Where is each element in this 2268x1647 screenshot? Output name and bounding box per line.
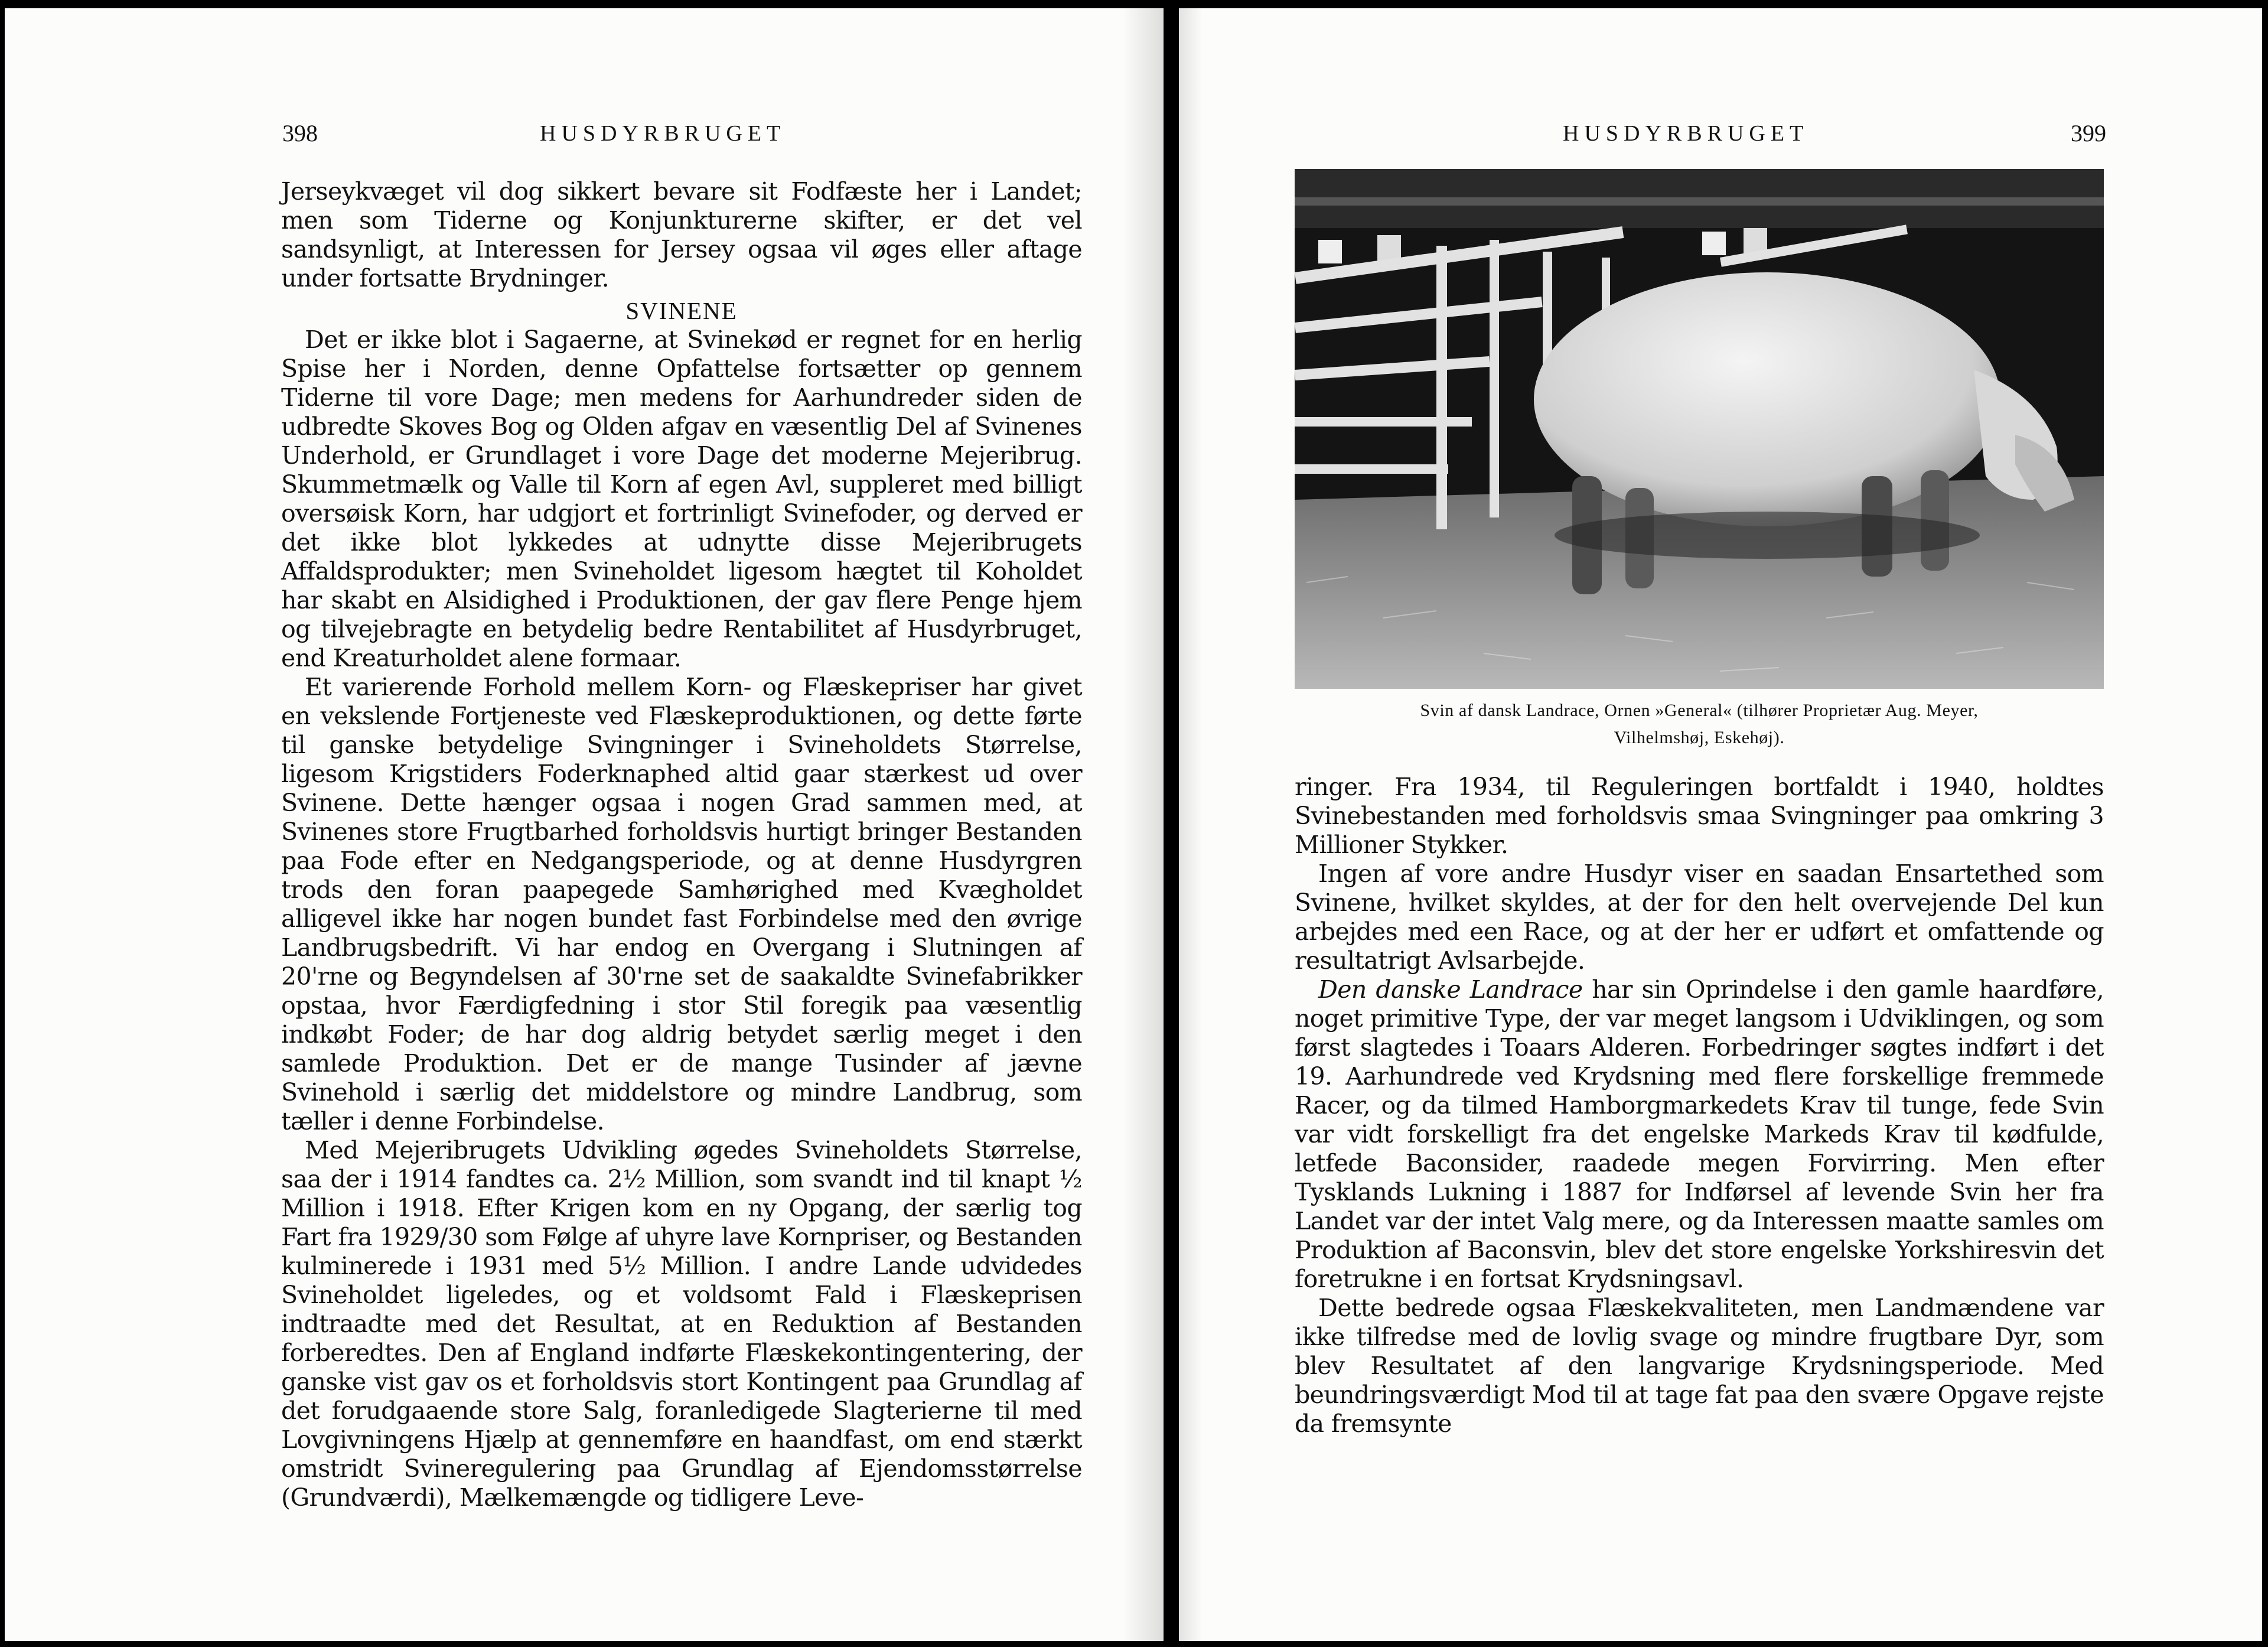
paragraph: Det er ikke blot i Sagaerne, at Svinekød er regnet for en herlig Spise her i Norden, denne Opfattelse fortsætter op gennem Tiderne til vore Dage; men medens for Aarhundreder siden de udbredte Skoves Bog og Olden afgav en væsentlig Del af Svinenes Underhold, er Grundlaget i vore Dage det moderne Mejeribrug. Skummetmælk og Valle til Korn af egen Avl, suppleret med billigt oversøisk Korn, har udgjort et fortrinligt Svinefoder, og derved er det ikke blot lykkedes at udnytte disse Mejeribrugets Affaldsprodukter; men Svineholdet ligesom hægtet til Koholdet har skabt en Alsidighed i Produktionen, der gav flere Penge hjem og tilvejebragte en betydelig bedre Rentabilitet af Husdyrbruget, end Kreaturholdet alene formaar.	[281, 326, 1082, 672]
photo-caption	[1295, 697, 2104, 751]
running-head: HUSDYRBRUGET	[1563, 121, 1809, 146]
page-number: 398	[282, 120, 318, 147]
paragraph	[1295, 975, 2104, 1294]
right-text-column	[1295, 773, 2104, 1438]
pig-photograph	[1295, 169, 2104, 689]
left-page	[5, 8, 1164, 1641]
caption-line: Svin af dansk Landrace, Ornen »General« (tilhører Proprietær Aug. Meyer,	[1420, 701, 1979, 720]
paragraph: Dette bedrede ogsaa Flæskekvaliteten, men Landmændene var ikke tilfredse med de lovlig svage og mindre frugtbare Dyr, som blev Resultatet af den langvarige Krydsningsperiode. Med beundringsværdigt Mod til at tage fat paa den svære Opgave rejste da fremsynte	[1295, 1294, 2104, 1438]
right-page	[1179, 8, 2262, 1641]
paragraph: Ingen af vore andre Husdyr viser en saadan Ensartethed som Svinene, hvilket skyldes, at der for den helt overvejende Del kun arbejdes med een Race, og at der her er udført et omfattende og resultatrigt Avlsarbejde.	[1295, 860, 2104, 975]
section-title: SVINENE	[625, 297, 738, 324]
running-head: HUSDYRBRUGET	[540, 121, 786, 146]
paragraph-text: har sin Oprindelse i den gamle haardføre, noget primitive Type, der var meget langsom i Udviklingen, og som først slagtedes i Toaars Alderen. Forbedringer søgtes indført i det 19. Aarhundrede ved Krydsning med flere forskellige fremmede Racer, og da tilmed Hamborgmarkedets Krav til tunge, fede Svin var vidt forskelligt fra det engelske Markeds Krav til kødfulde, letfede Baconsider, raadede megen Forvirring. Men efter Tysklands Lukning i 1887 for Indførsel af levende Svin her fra Landet var der intet Valg mere, og da Interessen maatte samles om Produktion af Baconsvin, blev det store engelske Yorkshiresvin det foretrukne i en fortsat Krydsningsavl.	[1295, 975, 2104, 1293]
paragraph: Med Mejeribrugets Udvikling øgedes Svineholdets Størrelse, saa der i 1914 fandtes ca. 2½ Million, som svandt ind til knapt ½ Million i 1918. Efter Krigen kom en ny Opgang, der særlig tog Fart fra 1929/30 som Følge af uhyre lave Kornpriser, og Bestanden kulminerede i 1931 med 5½ Million. I andre Lande udvidedes Svineholdet ligeledes, og et voldsomt Fald i Flæskeprisen indtraadte med det Resultat, at en Reduktion af Bestanden forberedtes. Den af England indførte Flæskekontingentering, der ganske vist gav os et forholdsvis stort Kontingent paa Grundlag af det forudgaaende store Salg, foranledigede Slagterierne til med Lovgivningens Hjælp at gennemføre en haandfast, om end stærkt omstridt Svineregulering paa Grundlag af Ejendomsstørrelse (Grundværdi), Mælkemængde og tidligere Leve-	[281, 1136, 1082, 1512]
paragraph: Et varierende Forhold mellem Korn- og Flæskepriser har givet en vekslende Fortjeneste ved Flæskeproduktionen, og dette førte til ganske betydelige Svingninger i Svineholdets Størrelse, ligesom Krigstiders Foderknaphed altid gaar stærkest ud over Svinene. Dette hænger ogsaa i nogen Grad sammen med, at Svinenes store Frugtbarhed forholdsvis hurtigt bringer Bestanden paa Fode efter en Nedgangsperiode, og at denne Husdyrgren trods den foran paapegede Samhørighed med Kvægholdet alligevel ikke har nogen bundet fast Forbindelse med den øvrige Landbrugsbedrift. Vi har endog en Overgang i Slutningen af 20'rne og Begyndelsen af 30'rne set de saakaldte Svinefabrikker opstaa, hvor Færdigfedning i stor Stil foregik paa væsentlig indkøbt Foder; de har dog aldrig betydet særlig meget i den samlede Produktion. Det er de mange Tusinder af jævne Svinehold i særlig det middelstore og mindre Landbrug, som tæller i denne Forbindelse.	[281, 673, 1082, 1135]
paragraph: ringer. Fra 1934, til Reguleringen bortfaldt i 1940, holdtes Svinebestanden med forholdsvis smaa Svingninger paa omkring 3 Millioner Stykker.	[1295, 773, 2104, 859]
left-text-column	[281, 177, 1082, 1512]
italic-term: Den danske Landrace	[1318, 975, 1583, 1004]
page-number: 399	[2071, 120, 2106, 147]
caption-line: Vilhelmshøj, Eskehøj).	[1614, 728, 1785, 747]
paragraph: Jerseykvæget vil dog sikkert bevare sit Fodfæste her i Landet; men som Tiderne og Konjunkturerne skifter, er det vel sandsynligt, at Interessen for Jersey ogsaa vil øges eller aftage under fortsatte Brydninger.	[281, 177, 1082, 292]
